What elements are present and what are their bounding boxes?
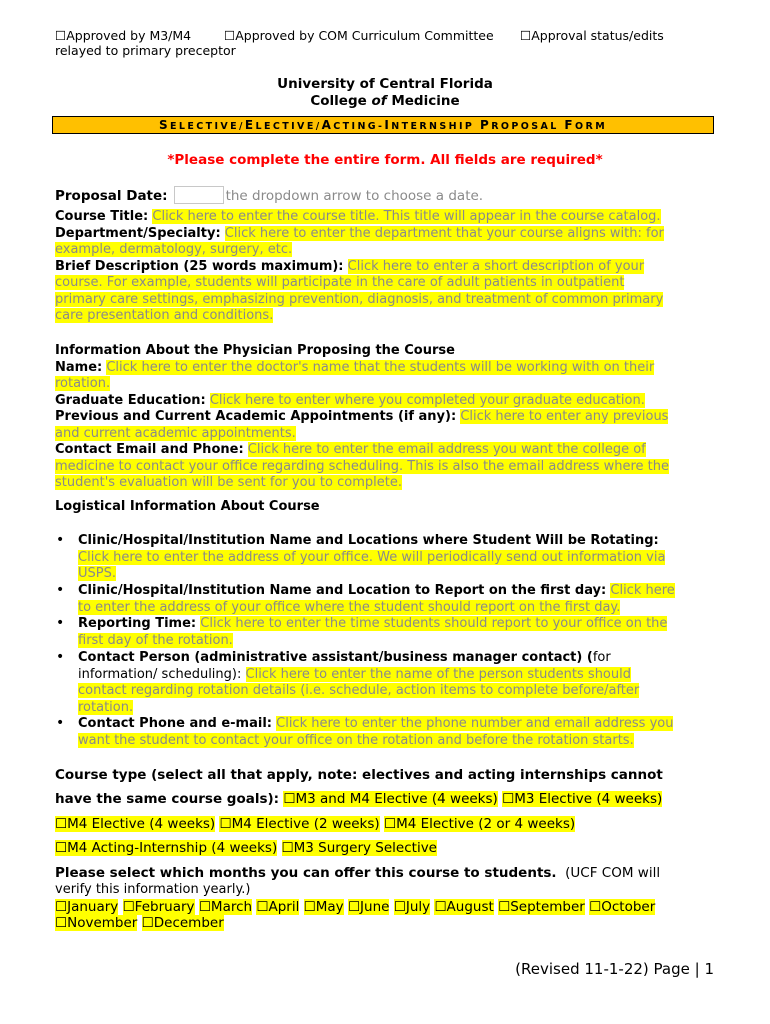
course-section	[55, 209, 720, 325]
m4-elective-4wk-checkbox[interactable]: ☐M4 Elective (4 weeks)	[55, 816, 216, 832]
reporting-time-item	[78, 616, 718, 649]
bullet: •	[56, 532, 65, 548]
contact-person-label: Contact Person (administrative assistant/business manager contact) (	[78, 650, 593, 665]
college-name	[0, 93, 770, 109]
college-name-of: of	[371, 93, 387, 109]
appointments-field-cont[interactable]: and current academic appointments.	[55, 425, 296, 441]
m4-acting-internship-checkbox[interactable]: ☐M4 Acting-Internship (4 weeks)	[55, 840, 278, 856]
months-row1	[55, 899, 725, 916]
fb-cting: CTING-	[333, 121, 385, 132]
contact-person-item	[78, 650, 718, 716]
contact-person-field[interactable]: Click here to enter the name of the person students should	[245, 666, 631, 682]
course-title-field[interactable]: Click here to enter the course title. This title will appear in the course catalog.	[152, 209, 661, 224]
contact-phone-label: Contact Phone and e-mail:	[78, 716, 272, 731]
logistics-heading	[55, 499, 320, 516]
description-field[interactable]: Click here to enter a short description of your	[347, 258, 645, 274]
appointments-label: Previous and Current Academic Appointments (if any):	[55, 409, 457, 424]
course-type-heading	[55, 767, 663, 784]
months-note: (UCF COM will	[565, 865, 661, 881]
m4-elective-2wk-checkbox[interactable]: ☐M4 Elective (2 weeks)	[219, 816, 380, 832]
rotation-location-item	[78, 533, 718, 583]
months-label: Please select which months you can offer this course to students.	[55, 865, 557, 881]
contact-email-field-cont[interactable]: student's evaluation will be sent for you to complete.	[55, 475, 402, 490]
department-field-cont[interactable]: example, dermatology, surgery, etc.	[55, 242, 293, 257]
month-february-checkbox[interactable]: ☐February	[122, 899, 195, 915]
bullet: •	[56, 582, 65, 598]
bullet: •	[56, 615, 65, 631]
fb-a: A	[321, 118, 334, 132]
fb-p: P	[480, 118, 492, 132]
months-row2	[55, 915, 224, 932]
department-field[interactable]: Click here to enter the department that your course aligns with: for	[224, 225, 664, 241]
required-notice: *Please complete the entire form. All fields are required*	[167, 152, 603, 168]
report-location-field-cont[interactable]: to enter the address of your office where the student should report on the first day.	[78, 599, 621, 615]
fb-internship: NTERNSHIP	[391, 121, 481, 132]
form-title-band	[52, 116, 714, 134]
university-name: University of Central Florida	[277, 76, 493, 92]
proposal-date-row	[55, 186, 483, 205]
month-december-checkbox[interactable]: ☐December	[141, 915, 224, 931]
approved-curriculum-label: ☐Approved by COM Curriculum Committee	[224, 28, 494, 43]
month-june-checkbox[interactable]: ☐June	[347, 899, 390, 915]
contact-person-for: for	[592, 650, 611, 665]
page-footer: (Revised 11-1-22) Page | 1	[515, 960, 714, 978]
month-october-checkbox[interactable]: ☐October	[589, 899, 656, 915]
fb-lective: LECTIVE/	[255, 121, 322, 132]
approved-m3m4-checkbox[interactable]	[55, 28, 236, 58]
physician-heading: Information About the Physician Proposing the Course	[55, 343, 455, 358]
fb-f: F	[564, 118, 576, 132]
appointments-field[interactable]: Click here to enter any previous	[460, 409, 669, 424]
description-field-cont[interactable]: primary care settings, emphasizing prevention, diagnosis, and treatment of common primary	[55, 291, 664, 307]
course-title-label: Course Title:	[55, 209, 149, 224]
physician-name-label: Name:	[55, 359, 103, 375]
approval-status-label: ☐Approval status/edits	[520, 28, 664, 43]
month-april-checkbox[interactable]: ☐April	[256, 899, 300, 915]
report-location-field[interactable]: Click here	[610, 583, 675, 598]
course-type-line2: have the same course goals):	[55, 791, 280, 807]
approved-curriculum-checkbox[interactable]	[224, 28, 494, 43]
m3-m4-elective-checkbox[interactable]: ☐M3 and M4 Elective (4 weeks)	[283, 791, 498, 807]
m4-elective-2or4wk-checkbox[interactable]: ☐M4 Elective (2 or 4 weeks)	[383, 816, 576, 832]
reporting-time-field-cont[interactable]: first day of the rotation.	[78, 632, 233, 648]
contact-person-field-cont[interactable]: contact regarding rotation details (i.e. schedule, action items to complete before/after	[78, 683, 640, 698]
college-name-post: Medicine	[386, 93, 460, 109]
m3-elective-checkbox[interactable]: ☐M3 Elective (4 weeks)	[502, 791, 663, 807]
fb-i: I	[384, 118, 392, 132]
description-label: Brief Description (25 words maximum):	[55, 258, 344, 274]
proposal-date-picker[interactable]	[174, 186, 224, 204]
report-location-item	[78, 583, 718, 616]
fb-s: S	[158, 118, 170, 132]
proposal-date-label: Proposal Date:	[55, 188, 168, 204]
report-location-label: Clinic/Hospital/Institution Name and Location to Report on the first day:	[78, 583, 607, 598]
month-july-checkbox[interactable]: ☐July	[393, 899, 431, 915]
logistics-heading-text: Logistical Information About Course	[55, 499, 320, 514]
proposal-date-placeholder[interactable]: the dropdown arrow to choose a date.	[225, 188, 484, 204]
approved-m3m4-label: ☐Approved by M3/M4	[55, 28, 192, 43]
month-august-checkbox[interactable]: ☐August	[434, 899, 494, 915]
fb-form: ORM	[575, 121, 608, 132]
months-section	[55, 865, 720, 898]
month-january-checkbox[interactable]: ☐January	[55, 899, 119, 915]
contact-email-label: Contact Email and Phone:	[55, 442, 244, 457]
course-type-row3	[55, 840, 437, 857]
college-name-pre: College	[310, 93, 372, 109]
course-type-line1: Course type (select all that apply, note: electives and acting internships cannot	[55, 767, 663, 783]
fb-elective: ELECTIVE/	[169, 121, 245, 132]
month-march-checkbox[interactable]: ☐March	[198, 899, 253, 915]
department-label: Department/Specialty:	[55, 225, 221, 241]
contact-person-field-cont[interactable]: rotation.	[78, 699, 134, 715]
rotation-location-label: Clinic/Hospital/Institution Name and Locations where Student Will be Rotating:	[78, 533, 659, 548]
contact-email-field-cont[interactable]: medicine to contact your office regarding scheduling. This is also the email address where the	[55, 458, 669, 474]
rotation-location-field-cont[interactable]: USPS.	[78, 566, 116, 581]
description-field-cont[interactable]: care presentation and conditions.	[55, 308, 274, 323]
bullet: •	[56, 715, 65, 731]
graduate-education-label: Graduate Education:	[55, 392, 206, 408]
course-type-row1	[55, 791, 662, 808]
m3-surgery-selective-checkbox[interactable]: ☐M3 Surgery Selective	[281, 840, 437, 856]
month-may-checkbox[interactable]: ☐May	[303, 899, 344, 915]
reporting-time-label: Reporting Time:	[78, 616, 197, 631]
contact-person-label-cont: information/ scheduling):	[78, 666, 242, 682]
description-field-cont[interactable]: course. For example, students will participate in the care of adult patients in outpatient	[55, 275, 625, 290]
physician-name-field-cont[interactable]: rotation.	[55, 376, 111, 391]
reporting-time-field[interactable]: Click here to enter the time students should report to your office on the	[200, 616, 668, 631]
approved-m3m4-sublabel: relayed to primary preceptor	[55, 43, 236, 58]
fb-proposal: ROPOSAL	[491, 121, 565, 132]
physician-section	[55, 343, 720, 492]
physician-name-field[interactable]: Click here to enter the doctor's name that the students will be working with on their	[106, 359, 655, 375]
course-type-row2	[55, 816, 575, 833]
rotation-location-field[interactable]: Click here to enter the address of your office. We will periodically send out information via	[78, 549, 666, 565]
months-note-cont: verify this information yearly.)	[55, 881, 251, 897]
contact-email-field[interactable]: Click here to enter the email address you want the college of	[247, 442, 646, 457]
approval-status-checkbox[interactable]	[520, 28, 664, 43]
contact-phone-item	[78, 716, 718, 749]
month-september-checkbox[interactable]: ☐September	[498, 899, 585, 915]
fb-e: E	[244, 118, 256, 132]
contact-phone-field-cont[interactable]: want the student to contact your office on the rotation and before the rotation starts.	[78, 732, 634, 748]
month-november-checkbox[interactable]: ☐November	[55, 915, 138, 931]
bullet: •	[56, 649, 65, 665]
graduate-education-field[interactable]: Click here to enter where you completed your graduate education.	[209, 392, 645, 408]
contact-phone-field[interactable]: Click here to enter the phone number and email address you	[276, 716, 674, 731]
